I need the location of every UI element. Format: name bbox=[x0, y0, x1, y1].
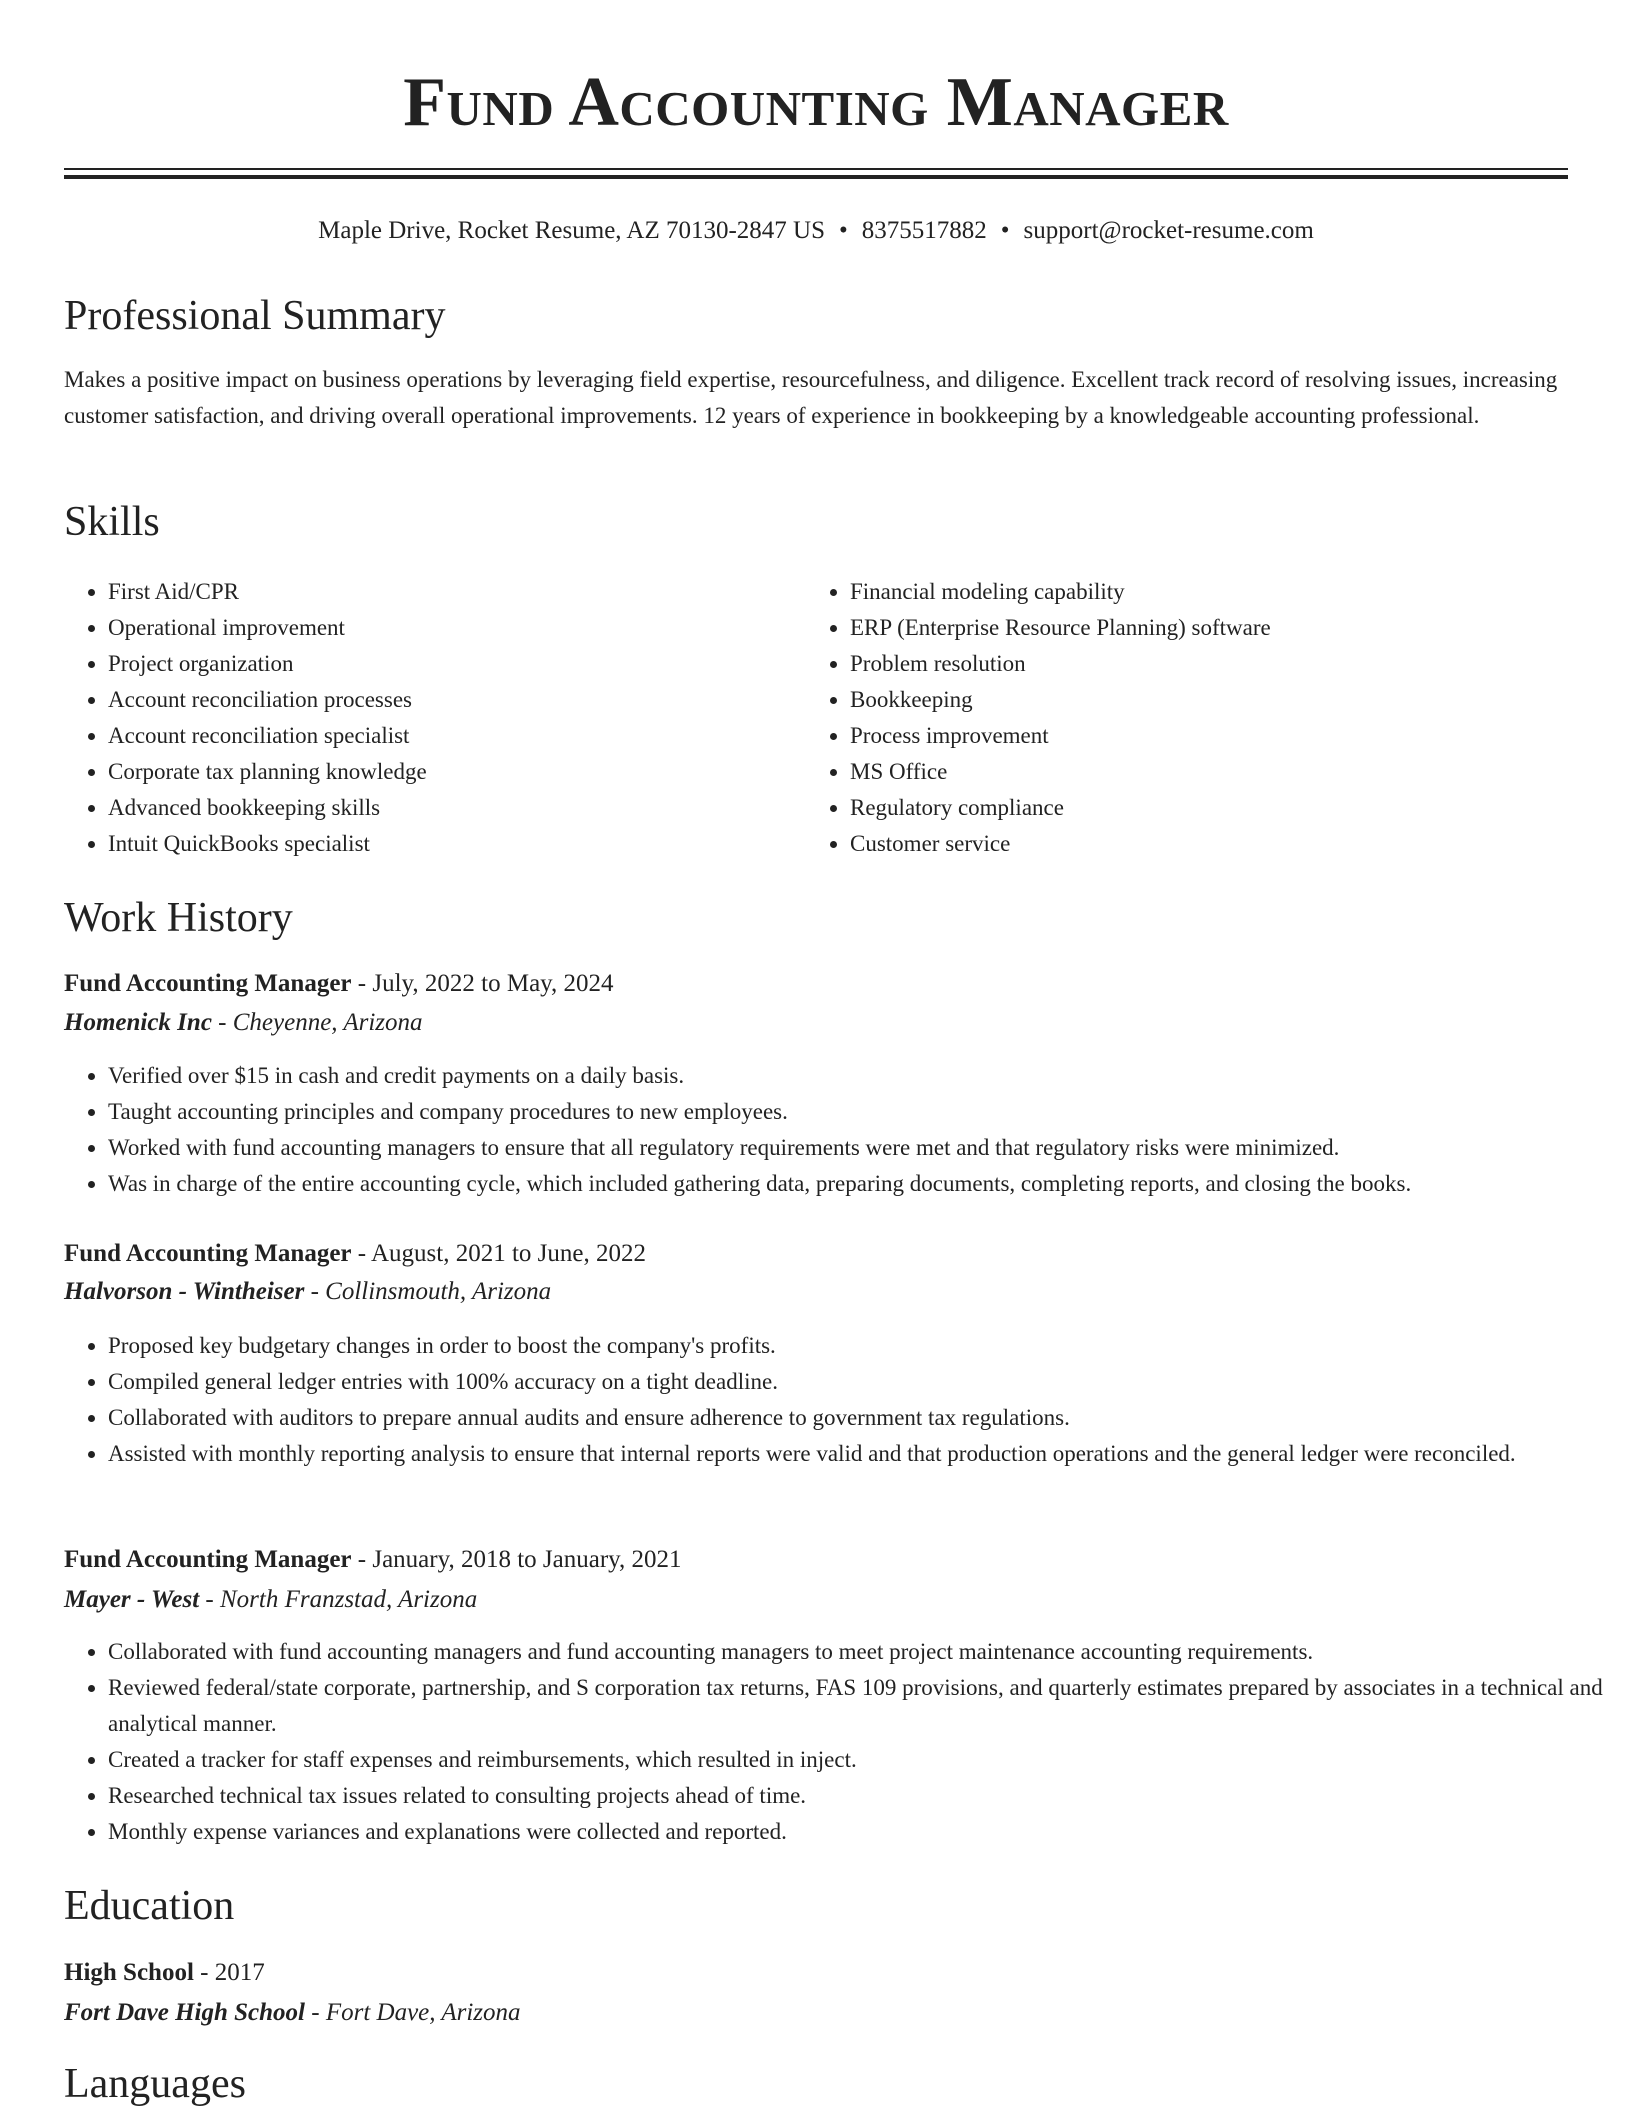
skill-item: • Customer service bbox=[850, 826, 1610, 862]
education-heading: Education bbox=[64, 1883, 235, 1929]
employer-line bbox=[64, 1582, 477, 1618]
job-bullets bbox=[64, 1634, 1612, 1850]
employer-name: Homenick Inc bbox=[64, 1009, 212, 1036]
employer-location: - Cheyenne, Arizona bbox=[211, 1009, 423, 1036]
job-bullets bbox=[64, 1058, 1612, 1202]
employer-line bbox=[64, 1274, 551, 1310]
contact-separator: • bbox=[839, 217, 848, 244]
skill-item: • Account reconciliation processes bbox=[108, 682, 808, 718]
job-bullets bbox=[64, 1328, 1612, 1472]
employer-name: Mayer - West bbox=[64, 1586, 200, 1613]
contact-separator: • bbox=[1000, 217, 1010, 244]
job-title-line bbox=[64, 966, 614, 1002]
job-bullet: • Researched technical tax issues related to consulting projects ahead of time. bbox=[108, 1778, 1612, 1814]
job-title: Fund Accounting Manager bbox=[64, 970, 352, 997]
job-bullet: • Collaborated with auditors to prepare annual audits and ensure adherence to government tax regulations. bbox=[108, 1400, 1612, 1436]
skill-item: • First Aid/CPR bbox=[108, 574, 808, 610]
job-bullet: • Was in charge of the entire accounting cycle, which included gathering data, preparing documents, completing reports, and closing the books. bbox=[108, 1166, 1612, 1202]
job-bullet: • Assisted with monthly reporting analysis to ensure that internal reports were valid and that production operations and the general ledger were reconciled. bbox=[108, 1436, 1612, 1472]
job-dates: - January, 2018 to January, 2021 bbox=[351, 1546, 682, 1573]
work-history-heading: Work History bbox=[64, 895, 293, 941]
education-school-line bbox=[64, 1995, 521, 2031]
skill-item: • Process improvement bbox=[850, 718, 1610, 754]
skill-item: • Project organization bbox=[108, 646, 808, 682]
job-title-line bbox=[64, 1236, 646, 1272]
job-bullet: • Proposed key budgetary changes in order to boost the company's profits. bbox=[108, 1328, 1612, 1364]
languages-heading: Languages bbox=[64, 2061, 246, 2107]
job-bullet: • Monthly expense variances and explanations were collected and reported. bbox=[108, 1814, 1612, 1850]
employer-line bbox=[64, 1005, 423, 1041]
job-bullet: • Collaborated with fund accounting managers and fund accounting managers to meet project maintenance accounting requirements. bbox=[108, 1634, 1612, 1670]
skill-item: • Financial modeling capability bbox=[850, 574, 1610, 610]
job-bullet: • Created a tracker for staff expenses and reimbursements, which resulted in inject. bbox=[108, 1742, 1612, 1778]
skill-item: • Bookkeeping bbox=[850, 682, 1610, 718]
job-title: Fund Accounting Manager bbox=[64, 1546, 352, 1573]
skills-heading: Skills bbox=[64, 499, 160, 545]
employer-location: - North Franzstad, Arizona bbox=[199, 1586, 478, 1613]
summary-heading: Professional Summary bbox=[64, 293, 446, 339]
skill-item: • Corporate tax planning knowledge bbox=[108, 754, 808, 790]
job-dates: - August, 2021 to June, 2022 bbox=[351, 1240, 646, 1267]
employer-location: - Collinsmouth, Arizona bbox=[304, 1278, 552, 1305]
job-bullet: • Reviewed federal/state corporate, partnership, and S corporation tax returns, FAS 109 provisions, and quarterly estimates prepared by associates in a technical and analytical manner. bbox=[108, 1670, 1612, 1742]
education-degree-line bbox=[64, 1955, 265, 1991]
skills-list-right bbox=[806, 574, 1610, 862]
contact-email: support@rocket-resume.com bbox=[1023, 217, 1314, 244]
summary-text: Makes a positive impact on business operations by leveraging field expertise, resourcefulness, and diligence. Excellent track record of resolving issues, increasing customer satisfaction, and driving overall operational improvements. 12 years of experience in bookkeeping by a knowledgeable accounting professional. bbox=[64, 367, 1558, 428]
job-dates: - July, 2022 to May, 2024 bbox=[351, 970, 614, 997]
skill-item: • ERP (Enterprise Resource Planning) software bbox=[850, 610, 1610, 646]
skills-list-left bbox=[64, 574, 808, 862]
job-title-line bbox=[64, 1542, 682, 1578]
education-location: - Fort Dave, Arizona bbox=[305, 1999, 521, 2026]
education-degree: High School bbox=[64, 1959, 194, 1986]
job-bullet: • Worked with fund accounting managers to ensure that all regulatory requirements were met and that regulatory risks were minimized. bbox=[108, 1130, 1612, 1166]
contact-phone: 8375517882 bbox=[861, 217, 987, 244]
job-bullet: • Compiled general ledger entries with 100% accuracy on a tight deadline. bbox=[108, 1364, 1612, 1400]
title-divider-thin bbox=[64, 168, 1568, 170]
title-divider-thick bbox=[64, 175, 1568, 179]
education-year: - 2017 bbox=[193, 1959, 265, 1986]
job-bullet: • Verified over $15 in cash and credit payments on a daily basis. bbox=[108, 1058, 1612, 1094]
employer-name: Halvorson - Wintheiser bbox=[64, 1278, 305, 1305]
contact-line bbox=[64, 214, 1568, 248]
skill-item: • Operational improvement bbox=[108, 610, 808, 646]
skill-item: • Problem resolution bbox=[850, 646, 1610, 682]
skill-item: • Intuit QuickBooks specialist bbox=[108, 826, 808, 862]
skill-item: • Account reconciliation specialist bbox=[108, 718, 808, 754]
resume-title: Fund Accounting Manager bbox=[403, 64, 1229, 141]
skill-item: • Regulatory compliance bbox=[850, 790, 1610, 826]
job-bullet: • Taught accounting principles and company procedures to new employees. bbox=[108, 1094, 1612, 1130]
education-school: Fort Dave High School bbox=[64, 1999, 305, 2026]
skill-item: • Advanced bookkeeping skills bbox=[108, 790, 808, 826]
skill-item: • MS Office bbox=[850, 754, 1610, 790]
job-title: Fund Accounting Manager bbox=[64, 1240, 352, 1267]
contact-address: Maple Drive, Rocket Resume, AZ 70130-2847 US bbox=[318, 217, 826, 244]
